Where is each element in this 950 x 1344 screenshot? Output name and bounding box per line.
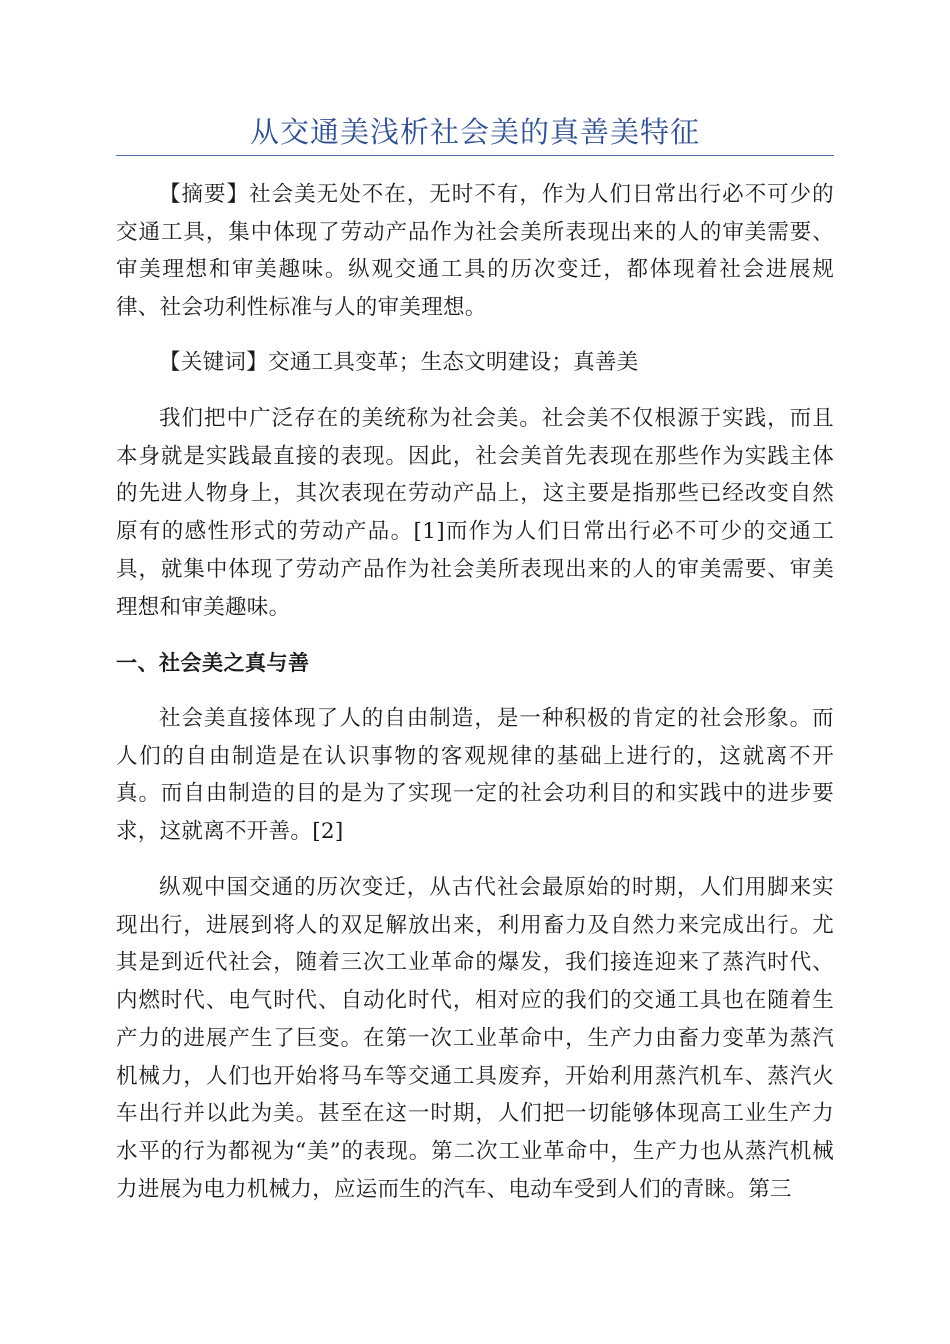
document-title: 从交通美浅析社会美的真善美特征 xyxy=(249,115,700,149)
section-paragraph: 纵观中国交通的历次变迁，从古代社会最原始的时期，人们用脚来实现出行，进展到将人的双足解放出来，利用畜力及自然力来完成出行。尤其是到近代社会，随着三次工业革命的爆发，我们接连迎来了蒸汽时代、内燃时代、电气时代、自动化时代，相对应的我们的交通工具也在随着生产力的进展产生了巨变。在第一次工业革命中，生产力由畜力变革为蒸汽机械力，人们也开始将马车等交通工具废弃，开始利用蒸汽机车、蒸汽火车出行并以此为美。甚至在这一时期，人们把一切能够体现高工业生产力水平的行为都视为“美”的表现。第二次工业革命中，生产力也从蒸汽机械力进展为电力机械力，应运而生的汽车、电动车受到人们的青睐。第三 xyxy=(116,875,834,1202)
abstract-paragraph: 【摘要】社会美无处不在，无时不有，作为人们日常出行必不可少的交通工具，集中体现了劳动产品作为社会美所表现出来的人的审美需要、审美理想和审美趣味。纵观交通工具的历次变迁，都体现着社会进展规律、社会功利性标准与人的审美理想。 xyxy=(116,182,834,321)
title-underline xyxy=(116,155,834,156)
section-paragraph: 社会美直接体现了人的自由制造，是一种积极的肯定的社会形象。而人们的自由制造是在认识事物的客观规律的基础上进行的，这就离不开真。而自由制造的目的是为了实现一定的社会功利目的和实践中的进步要求，这就离不开善。[2] xyxy=(116,706,834,845)
intro-paragraph: 我们把中广泛存在的美统称为社会美。社会美不仅根源于实践，而且本身就是实践最直接的表现。因此，社会美首先表现在那些作为实践主体的先进人物身上，其次表现在劳动产品上，这主要是指那些已经改变自然原有的感性形式的劳动产品。[1]而作为人们日常出行必不可少的交通工具，就集中体现了劳动产品作为社会美所表现出来的人的审美需要、审美理想和审美趣味。 xyxy=(116,406,834,620)
keywords-paragraph: 【关键词】交通工具变革；生态文明建设；真善美 xyxy=(159,350,639,375)
section-heading: 一、社会美之真与善 xyxy=(116,651,310,675)
